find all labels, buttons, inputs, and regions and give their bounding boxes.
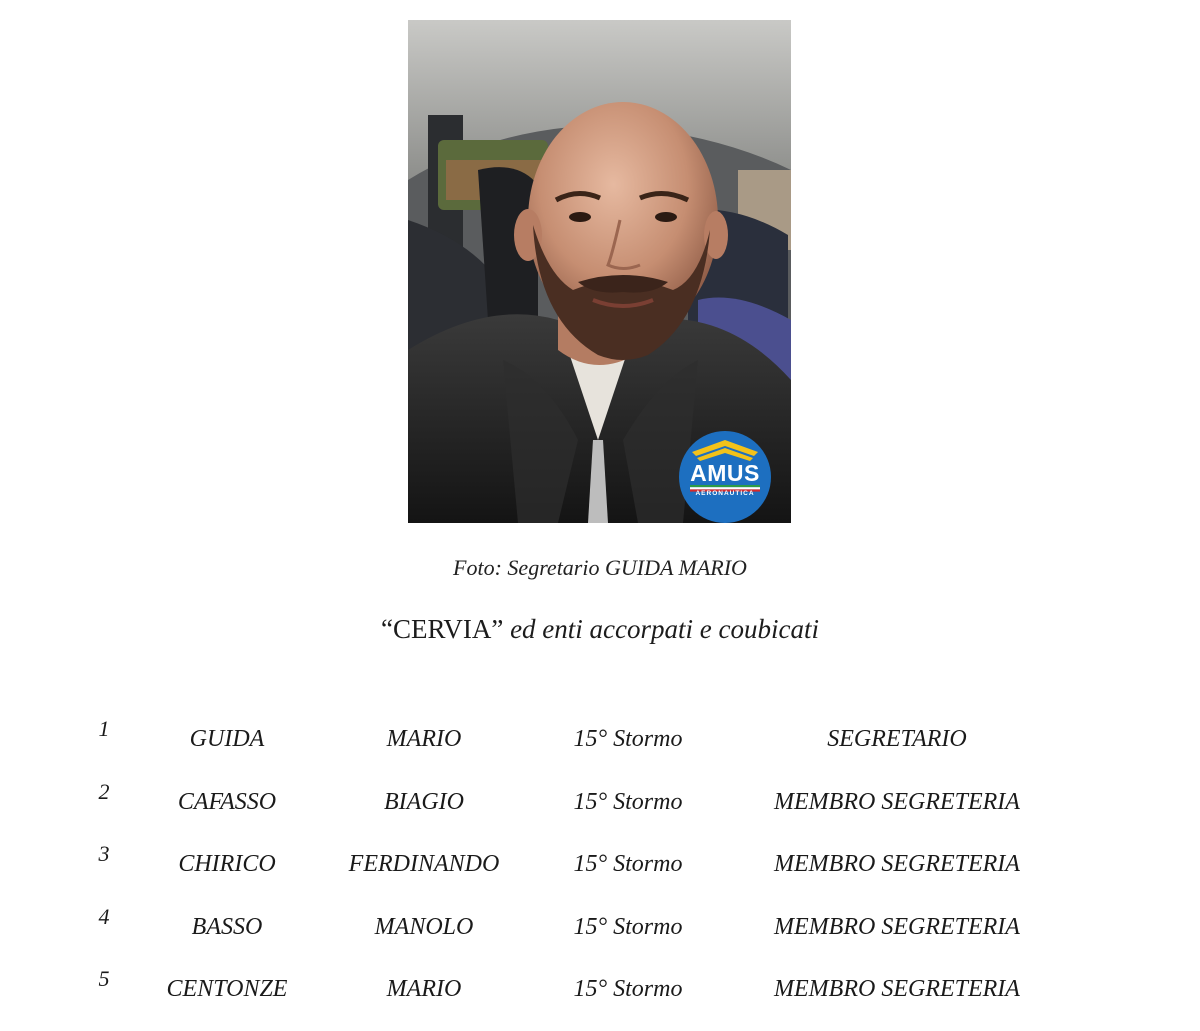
table-row (0, 904, 1200, 967)
member-surname: CHIRICO (178, 851, 276, 877)
heading-location: “CERVIA” (381, 614, 504, 644)
member-unit: 15° Stormo (573, 976, 683, 1002)
logo-subtitle: AERONAUTICA (695, 490, 755, 497)
row-number: 3 (98, 841, 110, 866)
row-number: 4 (98, 903, 110, 929)
member-unit: 15° Stormo (573, 851, 683, 877)
table-row (0, 966, 1200, 1029)
member-surname: CAFASSO (177, 788, 277, 815)
member-surname: BASSO (191, 913, 263, 940)
section-heading (0, 614, 1200, 645)
row-number: 1 (98, 716, 110, 741)
member-name: FERDINANDO (348, 851, 500, 877)
member-role: MEMBRO SEGRETERIA (774, 851, 1020, 877)
photo-caption: Foto: Segretario GUIDA MARIO (453, 555, 747, 580)
members-table (0, 716, 1200, 1029)
member-name: BIAGIO (384, 788, 464, 815)
member-name: MARIO (386, 726, 462, 752)
member-name: MANOLO (374, 913, 474, 940)
heading-subtitle: ed enti accorpati e coubicati (503, 614, 819, 644)
member-role: MEMBRO SEGRETERIA (774, 913, 1020, 940)
member-unit: 15° Stormo (573, 913, 683, 940)
logo-wordmark: AMUS (690, 460, 760, 486)
table-row (0, 779, 1200, 842)
member-unit: 15° Stormo (573, 788, 683, 815)
table-row (0, 841, 1200, 904)
member-surname: GUIDA (189, 726, 265, 752)
amus-logo (678, 430, 772, 523)
row-number: 2 (98, 778, 110, 804)
member-name: MARIO (386, 976, 462, 1002)
member-role: MEMBRO SEGRETERIA (774, 976, 1020, 1002)
member-surname: CENTONZE (166, 976, 288, 1002)
member-unit: 15° Stormo (573, 726, 683, 752)
table-row (0, 716, 1200, 779)
row-number: 5 (98, 966, 110, 991)
portrait-photo (408, 20, 791, 523)
member-role: MEMBRO SEGRETERIA (774, 788, 1020, 815)
member-role: SEGRETARIO (827, 726, 967, 752)
